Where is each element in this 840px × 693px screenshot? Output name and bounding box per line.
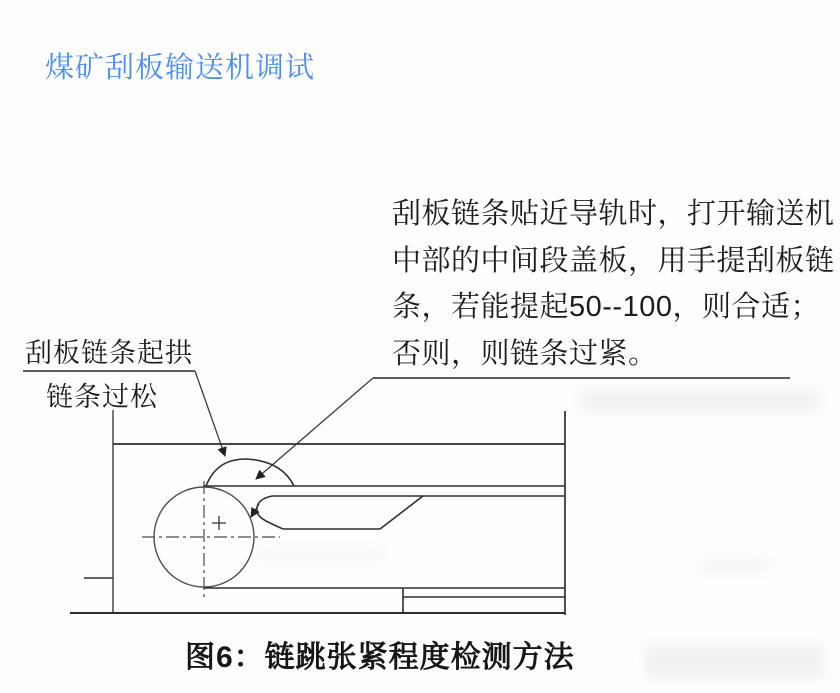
- annotation-line-3: 条，若能提起50--100，则合适；: [392, 291, 820, 323]
- page-title: 煤矿刮板输送机调试: [45, 52, 316, 84]
- scraper-hook-profile: [257, 496, 283, 529]
- center-plus-mark: [212, 516, 226, 530]
- figure-caption: 图6：链跳张紧程度检测方法: [185, 641, 575, 674]
- label-chain-arch: 刮板链条起拱: [25, 338, 193, 368]
- label-chain-too-loose: 链条过松: [46, 382, 158, 412]
- chain-arch-bump: [206, 459, 294, 486]
- annotation-line-1: 刮板链条贴近导轨时，打开输送机: [392, 198, 835, 230]
- leader-arrow-to-chain: [256, 378, 373, 479]
- annotation-line-2: 中部的中间段盖板，用手提刮板链: [392, 244, 835, 277]
- annotation-line-4: 否则，则链条过紧。: [392, 337, 658, 370]
- scraper-slant-edge: [380, 496, 423, 529]
